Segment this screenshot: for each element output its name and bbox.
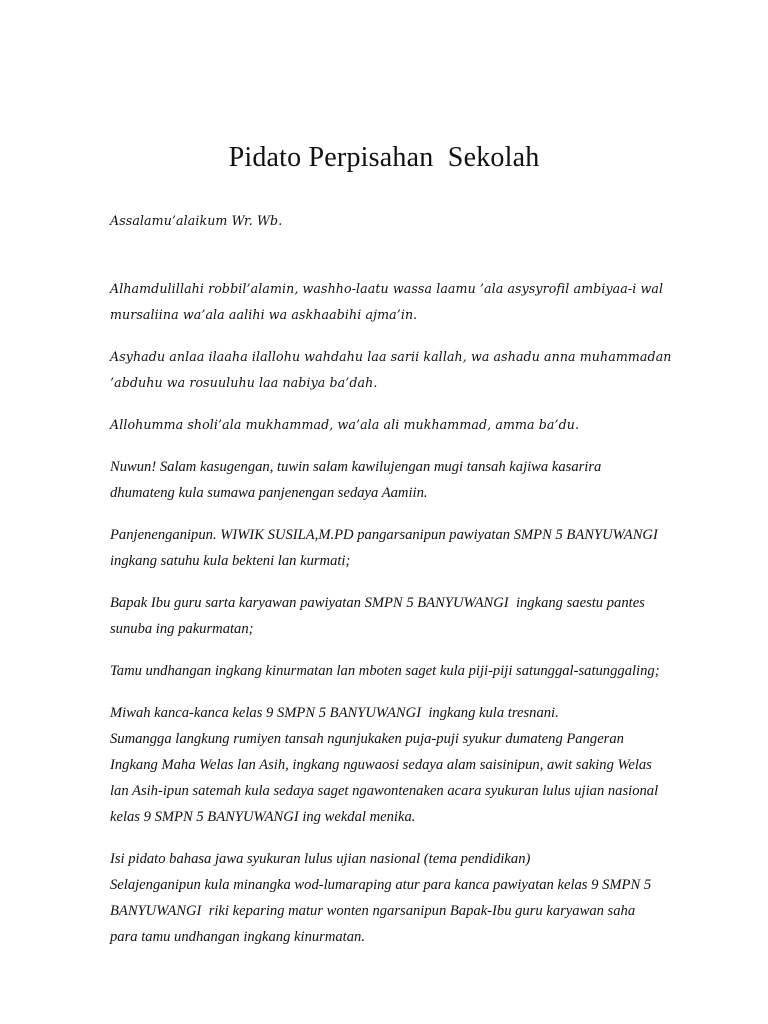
paragraph-line: Tamu undhangan ingkang kinurmatan lan mboten saget kula piji-piji satunggal-satunggaling; xyxy=(110,663,660,679)
paragraph-line: ingkang satuhu kula bekteni lan kurmati; xyxy=(110,553,351,569)
paragraph-line: kelas 9 SMPN 5 BANYUWANGI ing wekdal menika. xyxy=(110,809,416,825)
document-title: Pidato Perpisahan Sekolah xyxy=(228,142,540,173)
paragraph-3 xyxy=(110,412,710,438)
document-body xyxy=(110,208,710,966)
paragraph-4 xyxy=(110,454,710,506)
paragraph-line: para tamu undhangan ingkang kinurmatan. xyxy=(110,929,365,945)
paragraph-line: ’abduhu wa rosuuluhu laa nabiya ba’dah. xyxy=(110,375,378,390)
paragraph-line: sunuba ing pakurmatan; xyxy=(110,621,254,637)
paragraph-line: Selajenganipun kula minangka wod-lumaraping atur para kanca pawiyatan kelas 9 SMPN 5 xyxy=(110,877,652,893)
paragraph-line: Panjenenganipun. WIWIK SUSILA,M.PD pangarsanipun pawiyatan SMPN 5 BANYUWANGI xyxy=(110,527,658,543)
paragraph-6 xyxy=(110,590,710,642)
paragraph-line: Nuwun! Salam kasugengan, tuwin salam kawilujengan mugi tansah kajiwa kasarira xyxy=(110,459,602,475)
greeting xyxy=(110,208,710,234)
paragraph-line: Isi pidato bahasa jawa syukuran lulus ujian nasional (tema pendidikan) xyxy=(110,851,531,867)
greeting-line: Assalamu’alaikum Wr. Wb. xyxy=(110,213,283,228)
paragraph-2 xyxy=(110,344,710,396)
paragraph-line: Alhamdulillahi robbil’alamin, washho-laatu wassa laamu ’ala asysyrofil ambiyaa-i wal xyxy=(110,281,664,296)
paragraph-line: Ingkang Maha Welas lan Asih, ingkang nguwaosi sedaya alam saisinipun, awit saking Welas xyxy=(110,757,652,773)
paragraph-line: mursaliina wa’ala aalihi wa askhaabihi ajma’in. xyxy=(110,307,418,322)
paragraph-7 xyxy=(110,658,710,684)
paragraph-line: Miwah kanca-kanca kelas 9 SMPN 5 BANYUWANGI ingkang kula tresnani. xyxy=(110,705,559,721)
paragraph-9 xyxy=(110,846,710,950)
paragraph-line: Asyhadu anlaa ilaaha ilallohu wahdahu laa sarii kallah, wa ashadu anna muhammadan xyxy=(110,349,672,364)
paragraph-line: Sumangga langkung rumiyen tansah ngunjukaken puja-puji syukur dumateng Pangeran xyxy=(110,731,624,747)
paragraph-line: Allohumma sholi’ala mukhammad, wa’ala ali mukhammad, amma ba’du. xyxy=(110,417,580,432)
paragraph-line: lan Asih-ipun satemah kula sedaya saget ngawontenaken acara syukuran lulus ujian nasional xyxy=(110,783,659,799)
paragraph-1 xyxy=(110,276,710,328)
paragraph-line: dhumateng kula sumawa panjenengan sedaya Aamiin. xyxy=(110,485,428,501)
paragraph-5 xyxy=(110,522,710,574)
paragraph-8 xyxy=(110,700,710,830)
paragraph-line: BANYUWANGI riki keparing matur wonten ngarsanipun Bapak-Ibu guru karyawan saha xyxy=(110,903,636,919)
paragraph-line: Bapak Ibu guru sarta karyawan pawiyatan SMPN 5 BANYUWANGI ingkang saestu pantes xyxy=(110,595,645,611)
